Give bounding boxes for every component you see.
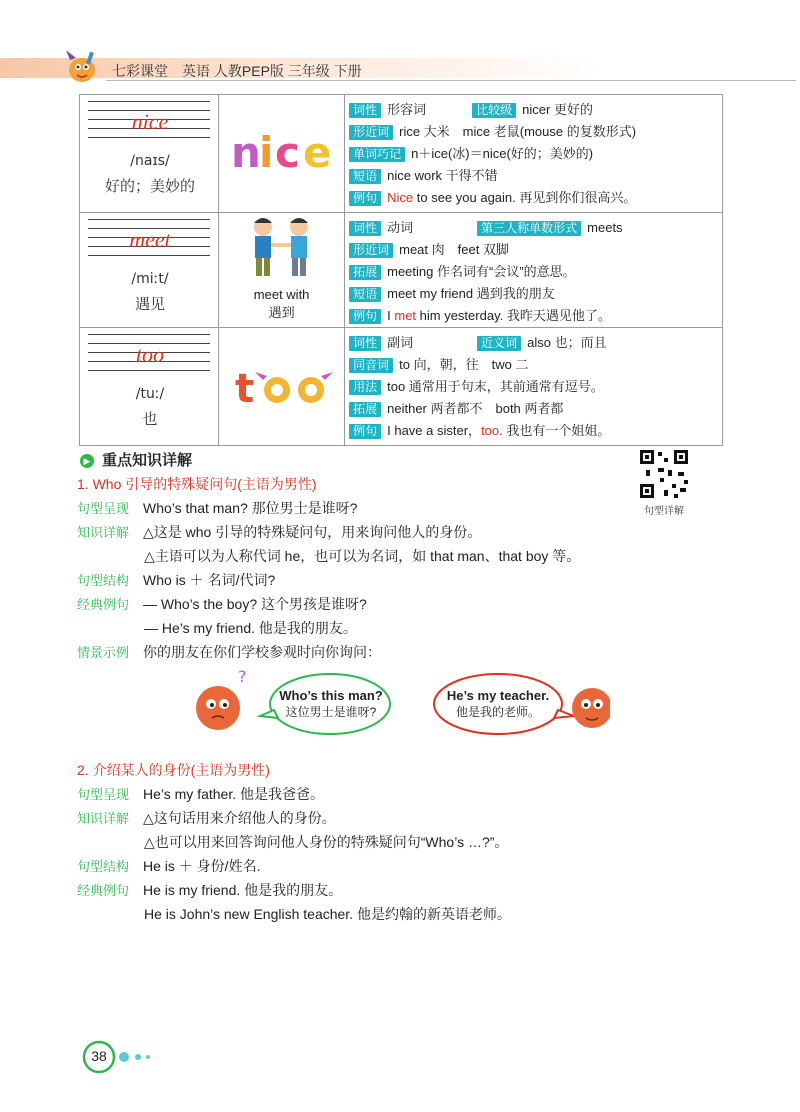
picture-cell xyxy=(219,328,345,446)
section-title xyxy=(80,449,192,470)
bubble-answer xyxy=(440,688,556,720)
page-dots-icon xyxy=(118,1050,158,1064)
page-number: 38 xyxy=(91,1048,107,1064)
line-text: — Who’s the boy? 这个男孩是谁呀? xyxy=(143,596,367,612)
vocab-meaning: 好的；美妙的 xyxy=(104,178,195,195)
page-number-badge xyxy=(82,1040,116,1074)
def-text: meeting 作名词有“会议”的意思。 xyxy=(387,264,576,279)
point1-line3 xyxy=(77,570,275,590)
tag-label: 短语 xyxy=(349,169,381,184)
def-row xyxy=(349,217,718,239)
tag-label: 词性 xyxy=(349,221,381,236)
def-text: 形容词 xyxy=(387,102,427,117)
label-pattern: 句型呈现 xyxy=(77,787,130,802)
header-title: 七彩课堂 英语 人教PEP版 三年级 下册 xyxy=(112,63,362,79)
tag-label: 拓展 xyxy=(349,265,381,280)
mascot-logo-icon xyxy=(58,46,104,86)
label-example: 经典例句 xyxy=(77,597,130,612)
tag-label: 比较级 xyxy=(472,103,516,118)
svg-text:?: ? xyxy=(238,667,247,686)
def-text: I have a sister， xyxy=(387,423,482,438)
page-header xyxy=(0,44,800,88)
point1-line5 xyxy=(77,642,381,662)
word-cell xyxy=(80,95,219,213)
def-row xyxy=(349,121,718,143)
line-text: He is ＋ 身份/姓名. xyxy=(143,858,261,874)
tag-label: 形近词 xyxy=(349,243,393,258)
vocab-row-nice xyxy=(80,95,723,213)
def-row xyxy=(349,332,718,354)
def-text: to see you again. 再见到你们很高兴。 xyxy=(413,190,637,205)
point1-line2b: △主语可以为人称代词 he，也可以为名词，如 that man、that boy 等。 xyxy=(144,548,581,564)
def-text: nice work 干得不错 xyxy=(387,168,498,183)
bubble-answer-cn: 他是我的老师。 xyxy=(455,705,540,719)
def-row xyxy=(349,239,718,261)
def-row xyxy=(349,283,718,305)
definition-cell xyxy=(345,213,723,328)
point1-line1 xyxy=(77,498,357,518)
label-knowledge: 知识详解 xyxy=(77,811,130,826)
tag-label: 例句 xyxy=(349,424,381,439)
svg-text:i: i xyxy=(259,128,274,177)
point2-line3 xyxy=(77,856,260,876)
label-structure: 句型结构 xyxy=(77,573,130,588)
line-text: △这句话用来介绍他人的身份。 xyxy=(143,810,336,826)
tag-label: 例句 xyxy=(349,309,381,324)
label-example: 经典例句 xyxy=(77,883,130,898)
def-row xyxy=(349,376,718,398)
vocab-row-too xyxy=(80,328,723,446)
def-text: meets xyxy=(587,220,623,235)
def-row xyxy=(349,398,718,420)
line-text: 你的朋友在你们学校参观时向你询问： xyxy=(143,644,381,660)
vocab-phonetic: /miːt/ xyxy=(131,271,169,287)
picture-cell xyxy=(219,213,345,328)
svg-text:e: e xyxy=(303,128,332,177)
vocab-row-meet xyxy=(80,213,723,328)
word-cell xyxy=(80,328,219,446)
def-text: . 我也有一个姐姐。 xyxy=(499,423,611,438)
nice-word-art-icon xyxy=(219,95,344,209)
tag-label: 词性 xyxy=(349,103,381,118)
def-text: too 通常用于句末，其前通常有逗号。 xyxy=(387,379,604,394)
line-text: Who is ＋ 名词/代词? xyxy=(143,572,276,588)
too-word-art-icon xyxy=(219,328,344,442)
vocab-meaning: 遇见 xyxy=(134,296,165,313)
tag-label: 用法 xyxy=(349,380,381,395)
point1-line4b: — He’s my friend. 他是我的朋友。 xyxy=(144,620,357,636)
def-text: neither 两者都不 both 两者都 xyxy=(387,401,564,416)
tag-label: 第三人称单数形式 xyxy=(477,221,581,236)
line-text: He’s my father. 他是我爸爸。 xyxy=(143,786,325,802)
vocab-word: too xyxy=(135,342,165,367)
play-arrow-icon: ▶ xyxy=(80,454,94,468)
def-row xyxy=(349,99,718,121)
tag-label: 形近词 xyxy=(349,125,393,140)
highlight-word: Nice xyxy=(387,190,414,205)
def-row xyxy=(349,143,718,165)
point1-line4 xyxy=(77,594,367,614)
def-text: 副词 xyxy=(387,335,414,350)
point1-heading: 1. Who 引导的特殊疑问句(主语为男性) xyxy=(77,476,317,492)
picture-caption-en: meet with xyxy=(253,287,310,302)
def-row xyxy=(349,165,718,187)
def-row xyxy=(349,305,718,327)
def-text: n＋ice(冰)＝nice(好的；美妙的) xyxy=(411,146,594,161)
definition-cell xyxy=(345,95,723,213)
tag-label: 词性 xyxy=(349,336,381,351)
line-text: △这是 who 引导的特殊疑问句，用来询问他人的身份。 xyxy=(143,524,482,540)
tag-label: 同音词 xyxy=(349,358,393,373)
point1-line2 xyxy=(77,522,481,542)
tag-label: 短语 xyxy=(349,287,381,302)
point2-line2b: △也可以用来回答询问他人身份的特殊疑问句“Who’s …?”。 xyxy=(144,834,509,850)
dialogue-scene xyxy=(190,664,610,752)
tag-label: 拓展 xyxy=(349,402,381,417)
def-text: rice 大米 mice 老鼠(mouse 的复数形式) xyxy=(399,124,637,139)
tag-label: 单词巧记 xyxy=(349,147,405,162)
def-text: him yesterday. 我昨天遇见他了。 xyxy=(416,308,611,323)
point2-line2 xyxy=(77,808,336,828)
line-text: He is my friend. 他是我的朋友。 xyxy=(143,882,343,898)
def-text: also 也；而且 xyxy=(527,335,607,350)
bubble-question xyxy=(274,688,388,720)
qr-label: 句型详解 xyxy=(644,506,684,517)
bubble-answer-en: He’s my teacher. xyxy=(446,688,550,703)
vocab-phonetic: /naɪs/ xyxy=(130,153,170,169)
svg-text:t: t xyxy=(235,366,255,412)
two-boys-shaking-hands-icon xyxy=(219,213,344,283)
label-scenario: 情景示例 xyxy=(77,645,130,660)
definition-cell xyxy=(345,328,723,446)
def-text: 动词 xyxy=(387,220,414,235)
vocab-phonetic: /tuː/ xyxy=(135,386,165,402)
highlight-word: too xyxy=(481,423,500,438)
tag-label: 例句 xyxy=(349,191,381,206)
qr-code-icon[interactable] xyxy=(638,448,690,500)
def-text: meet my friend 遇到我的朋友 xyxy=(387,286,555,301)
svg-text:c: c xyxy=(275,128,301,177)
tag-label: 近义词 xyxy=(477,336,521,351)
svg-text:n: n xyxy=(231,128,262,177)
picture-cell xyxy=(219,95,345,213)
bubble-question-en: Who’s this man? xyxy=(279,688,383,703)
point2-heading: 2. 介绍某人的身份(主语为男性) xyxy=(77,762,270,778)
section-title-text: 重点知识详解 xyxy=(102,452,193,469)
vocab-word: meet xyxy=(129,227,171,252)
vocab-word: nice xyxy=(131,109,169,134)
def-row xyxy=(349,354,718,376)
def-row xyxy=(349,187,718,209)
header-rule xyxy=(106,80,796,81)
label-structure: 句型结构 xyxy=(77,859,130,874)
def-text: meat 肉 feet 双脚 xyxy=(399,242,509,257)
point2-line4b: He is John’s new English teacher. 他是约翰的新英语老师。 xyxy=(144,906,511,922)
label-knowledge: 知识详解 xyxy=(77,525,130,540)
def-row xyxy=(349,420,718,442)
def-text: I xyxy=(387,308,395,323)
vocabulary-table xyxy=(79,94,723,446)
word-cell xyxy=(80,213,219,328)
label-pattern: 句型呈现 xyxy=(77,501,130,516)
point2-line4 xyxy=(77,880,342,900)
highlight-word: met xyxy=(394,308,417,323)
vocab-meaning: 也 xyxy=(142,411,158,428)
def-row xyxy=(349,261,718,283)
line-text: Who’s that man? 那位男士是谁呀? xyxy=(143,500,358,516)
bubble-question-cn: 这位男士是谁呀? xyxy=(285,705,377,719)
picture-caption-cn: 遇到 xyxy=(268,305,295,320)
point2-line1 xyxy=(77,784,324,804)
def-text: nicer 更好的 xyxy=(522,102,593,117)
def-text: to 向，朝，往 two 二 xyxy=(399,357,529,372)
